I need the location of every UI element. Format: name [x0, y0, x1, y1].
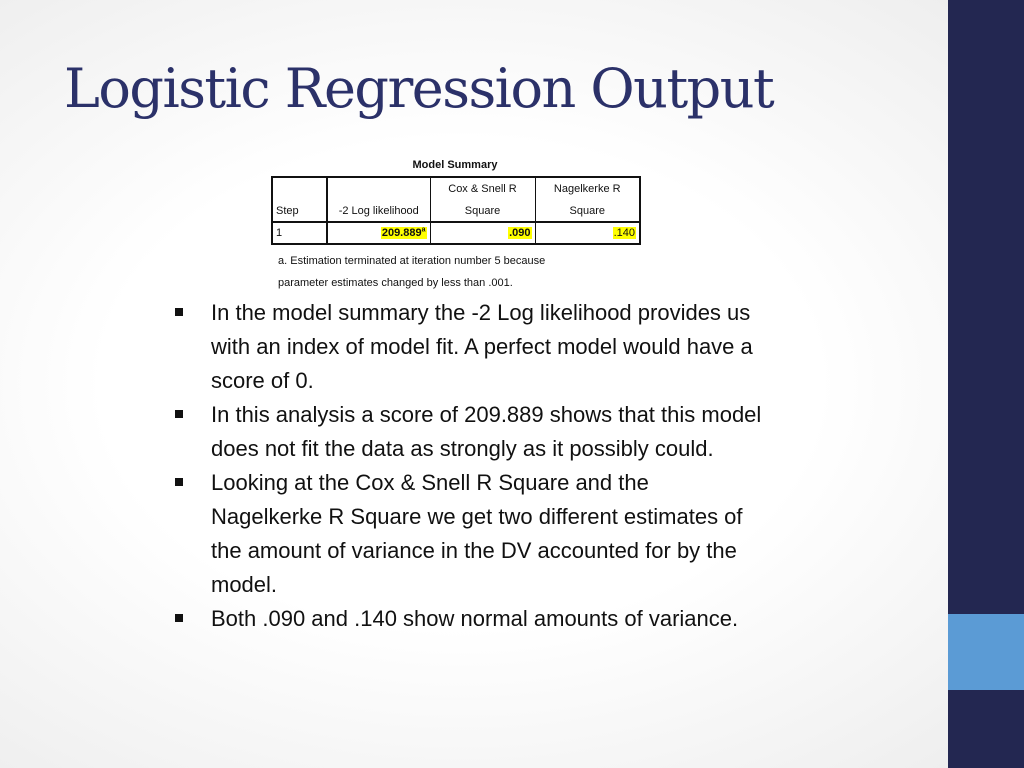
table-header-row-2 [272, 200, 640, 222]
bullet-text: Looking at the Cox & Snell R Square and the Nagelkerke R Square we get two different estimates of the amount of variance in the DV accounted for by the model. [211, 470, 743, 597]
header-cell [272, 177, 327, 200]
table-header-row-1 [272, 177, 640, 200]
cell-cox-snell [430, 222, 535, 244]
slide-title: Logistic Regression Output [64, 57, 774, 120]
bullet-text: Both .090 and .140 show normal amounts of variance. [211, 606, 739, 631]
list-item [173, 296, 763, 398]
cell-log-likelihood [327, 222, 430, 244]
bullet-text: In this analysis a score of 209.889 shows that this model does not fit the data as strongly as it possibly could. [211, 402, 762, 461]
table-footnote [278, 250, 545, 294]
square-bullet-icon [175, 410, 183, 418]
footnote-marker: a [421, 226, 426, 234]
square-bullet-icon [175, 478, 183, 486]
header-cell: Nagelkerke R [535, 177, 640, 200]
header-step: Step [272, 200, 327, 222]
list-item [173, 466, 763, 602]
footnote-line: parameter estimates changed by less than .001. [278, 277, 513, 289]
square-bullet-icon [175, 614, 183, 622]
model-summary-table [271, 176, 641, 245]
cell-nagelkerke [535, 222, 640, 244]
model-summary-caption: Model Summary [412, 159, 498, 171]
list-item [173, 602, 763, 636]
cox-snell-value: .090 [509, 227, 531, 239]
cell-step: 1 [272, 222, 327, 244]
header-log-likelihood: -2 Log likelihood [327, 200, 430, 222]
header-cell [327, 177, 430, 200]
header-nagelkerke: Square [535, 200, 640, 222]
nagelkerke-value: .140 [613, 227, 635, 239]
square-bullet-icon [175, 308, 183, 316]
table-row [272, 222, 640, 244]
bullet-text: In the model summary the -2 Log likelihood provides us with an index of model fit. A perfect model would have a score of 0. [211, 300, 753, 393]
list-item [173, 398, 763, 466]
log-likelihood-value: 209.889 [381, 227, 422, 240]
sidebar-accent-block [948, 614, 1024, 690]
highlighted-value [381, 227, 427, 239]
footnote-line: a. Estimation terminated at iteration number 5 because [278, 255, 546, 267]
header-cell: Cox & Snell R [430, 177, 535, 200]
header-cox-snell: Square [430, 200, 535, 222]
bullet-list [173, 296, 763, 636]
